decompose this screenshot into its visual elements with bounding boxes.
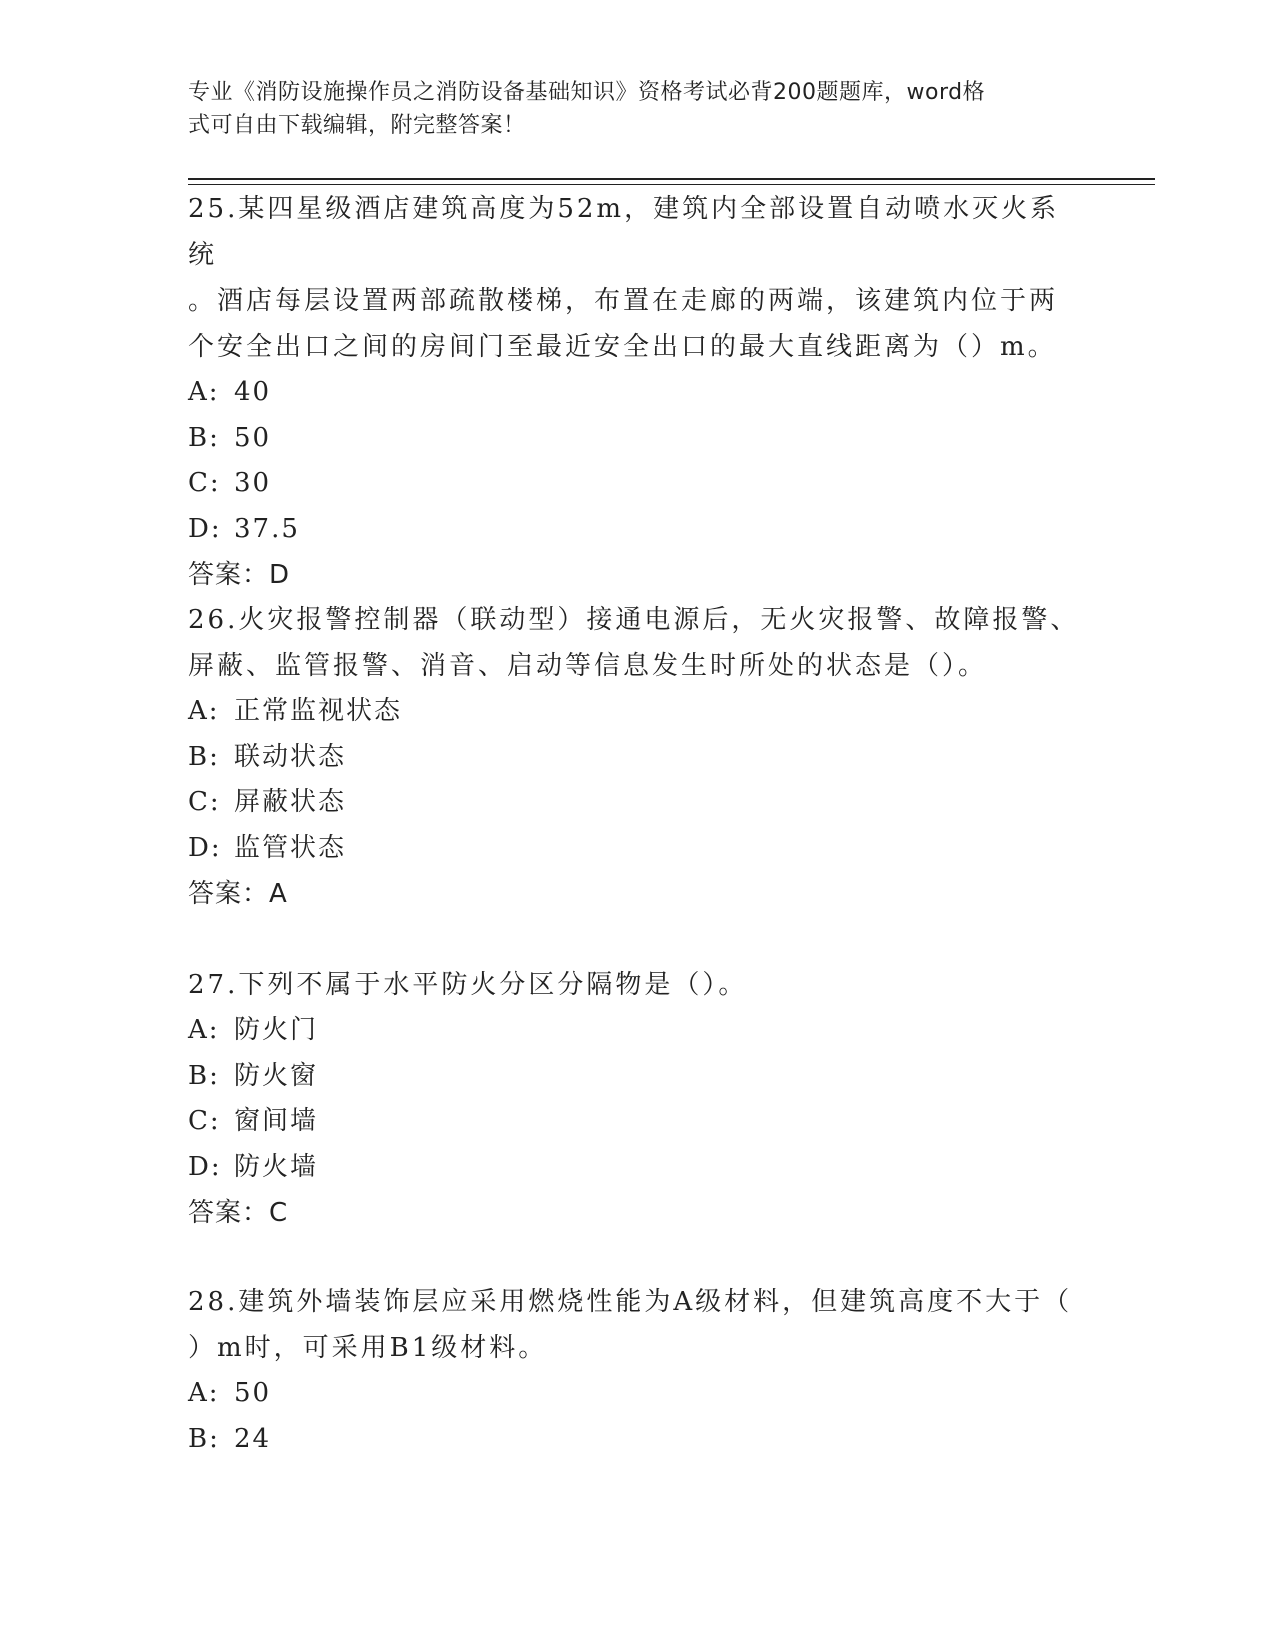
answer-line: 答案：D: [188, 560, 291, 590]
document-header: [188, 76, 1068, 142]
option-c: [188, 461, 1088, 507]
option-letter: B:: [188, 741, 220, 772]
option-a: [188, 1008, 1088, 1054]
option-text: 37.5: [234, 513, 300, 544]
header-divider-thick: [188, 178, 1155, 180]
option-letter: A:: [188, 1015, 220, 1045]
option-letter: D:: [188, 832, 222, 863]
option-text: 50: [234, 1378, 272, 1408]
question-text-line: 25.某四星级酒店建筑高度为52m，建筑内全部设置自动喷水灭火系统: [188, 194, 1060, 270]
option-letter: B:: [188, 422, 220, 453]
option-text: 30: [234, 468, 272, 498]
question-text-line: 27.下列不属于水平防火分区分隔物是（）。: [188, 970, 748, 1000]
option-b: [188, 416, 1088, 462]
question-26: [188, 597, 1088, 917]
question-text-line: 屏蔽、监管报警、消音、启动等信息发生时所处的状态是（）。: [188, 651, 988, 681]
header-line: 式可自由下载编辑，附完整答案！: [188, 113, 526, 138]
option-letter: C:: [188, 1106, 221, 1136]
option-text: 40: [234, 377, 272, 407]
option-text: 50: [234, 422, 272, 453]
option-b: [188, 1054, 1088, 1100]
question-text-line: 。酒店每层设置两部疏散楼梯，布置在走廊的两端，该建筑内位于两: [188, 286, 1059, 316]
question-27: [188, 962, 1088, 1236]
option-letter: D:: [188, 1151, 222, 1182]
option-b: [188, 735, 1088, 781]
option-letter: D:: [188, 513, 222, 544]
option-a: [188, 689, 1088, 735]
answer-line: 答案：A: [188, 879, 288, 909]
option-letter: B:: [188, 1060, 220, 1091]
option-letter: B:: [188, 1423, 220, 1454]
option-text: 联动状态: [234, 741, 347, 772]
option-d: [188, 1145, 1088, 1191]
question-text-line: 个安全出口之间的房间门至最近安全出口的最大直线距离为（）m。: [188, 332, 1057, 362]
option-letter: C:: [188, 787, 221, 817]
option-letter: A:: [188, 377, 220, 407]
header-line: 专业《消防设施操作员之消防设备基础知识》资格考试必背200题题库，word格: [188, 80, 986, 105]
question-text-line: ）m时，可采用B1级材料。: [188, 1333, 548, 1363]
option-text: 正常监视状态: [234, 696, 403, 726]
option-text: 防火墙: [234, 1151, 319, 1182]
option-a: [188, 370, 1088, 416]
option-letter: A:: [188, 1378, 220, 1408]
option-b: [188, 1417, 1088, 1463]
option-c: [188, 780, 1088, 826]
option-letter: C:: [188, 468, 221, 498]
option-text: 监管状态: [234, 832, 347, 863]
option-text: 屏蔽状态: [234, 787, 347, 817]
option-d: [188, 826, 1088, 872]
question-text-line: 26.火灾报警控制器（联动型）接通电源后，无火灾报警、故障报警、: [188, 605, 1080, 635]
option-text: 防火门: [234, 1015, 319, 1045]
question-25: [188, 186, 1088, 598]
question-28: [188, 1279, 1088, 1462]
option-d: [188, 507, 1088, 553]
option-letter: A:: [188, 696, 220, 726]
question-text-line: 28.建筑外墙装饰层应采用燃烧性能为A级材料，但建筑高度不大于（: [188, 1287, 1073, 1317]
option-a: [188, 1371, 1088, 1417]
option-text: 窗间墙: [234, 1106, 319, 1136]
option-text: 防火窗: [234, 1060, 319, 1091]
option-c: [188, 1099, 1088, 1145]
header-divider-thin: [188, 184, 1155, 185]
answer-line: 答案：C: [188, 1198, 289, 1228]
option-text: 24: [234, 1423, 272, 1454]
